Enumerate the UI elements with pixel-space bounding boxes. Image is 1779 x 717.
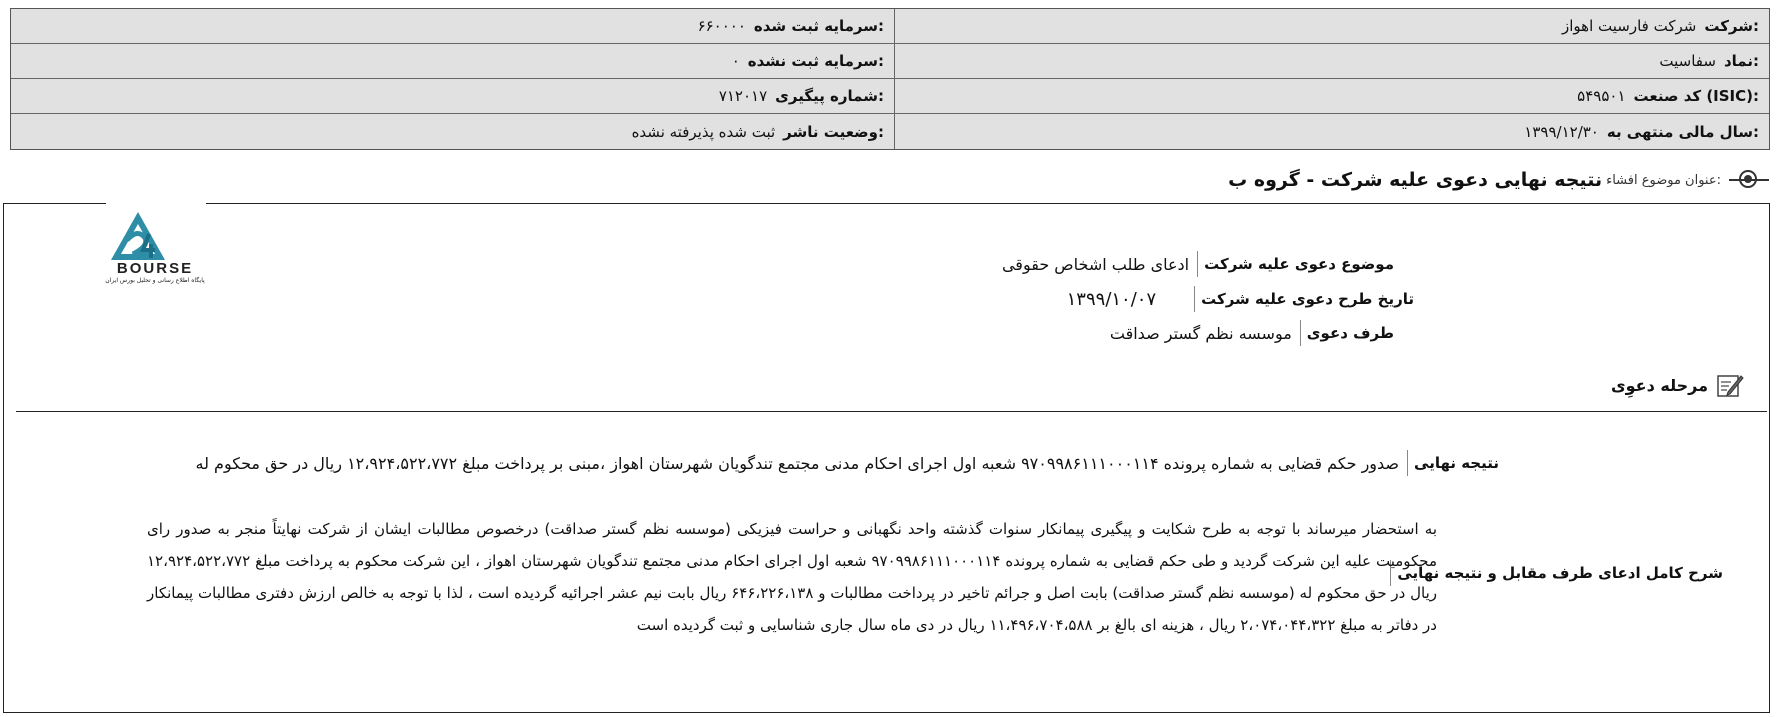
unregistered-capital-value: ۰: [731, 52, 740, 70]
claim-date-label: تاریخ طرح دعوی علیه شرکت: [1194, 286, 1414, 312]
info-row-3: [11, 79, 1769, 114]
frame-gap: [106, 200, 206, 206]
stage-title: مرحله دعوِی: [1610, 375, 1708, 395]
description-label: شرح کامل ادعای طرف مقابل و نتیجه نهایی: [1390, 560, 1723, 586]
company-info-table: [10, 8, 1770, 150]
symbol-cell: [894, 44, 1769, 78]
registered-capital-label: سرمایه ثبت شده:: [753, 17, 884, 35]
publisher-status-cell: [11, 114, 894, 149]
fiscal-year-label: سال مالی منتهی به:: [1606, 122, 1759, 141]
tracking-label: شماره پیگیری:: [775, 87, 884, 105]
claim-subject-value: ادعای طلب اشخاص حقوقی: [1001, 254, 1190, 274]
final-result-label: نتیجه نهایی: [1407, 450, 1499, 476]
info-row-1: [11, 9, 1769, 44]
stage-header: [1611, 370, 1744, 400]
logo-text: BOURSE: [116, 260, 194, 277]
fiscal-year-value: ۱۳۹۹/۱۲/۳۰: [1524, 122, 1599, 141]
final-result-row: [196, 449, 1499, 477]
isic-value: ۵۴۹۵۰۱: [1577, 87, 1626, 105]
logo-subtitle: پایگاه اطلاع رسانی و تحلیل بورس ایران: [105, 277, 205, 284]
claim-party-value: موسسه نظم گستر صداقت: [1109, 323, 1292, 343]
claim-party-row: [1110, 320, 1394, 346]
claim-party-label: طرف دعوی: [1300, 320, 1394, 346]
edit-note-icon: [1716, 372, 1744, 398]
disclosure-subject: [1228, 163, 1769, 197]
description-text: به استحضار میرساند با توجه به طرح شکایت و پیگیری پیمانکار سنوات گذشته واحد نگهبانی و حراست فیزیکی (موسسه نظم گستر صداقت) درخصوص مطالبات ایشان از شرکت نهایتاً منجر به صدور رای محکومیت علیه این شرکت گردید و طی حکم قضایی به شماره پرونده ۹۷۰۹۹۸۶۱۱۱۰۰۰۱۱۴ شعبه اول اجرای احکام مدنی مجتمع تندگویان شهرستان اهواز ، این شرکت محکوم به پرداخت مبلغ ۱۲،۹۲۴،۵۲۲،۷۷۲ ریال در حق محکوم له (موسسه نظم گستر صداقت) بابت اصل و جرائم تاخیر در پرداخت مطالبات و ۶۴۶،۲۲۶،۱۳۸ ریال بابت نیم عشر اجرائیه گردیده است ، لذا با توجه به خالص ارزش دفتری مطالبات پیمانکار در دفاتر به مبلغ ۲،۰۷۴،۰۴۴،۳۲۲ ریال ، هزینه ای بالغ بر ۱۱،۴۹۶،۷۰۴،۵۸۸ ریال در دی ماه سال جاری شناسایی و ثبت گردیده است: [147, 520, 1437, 634]
isic-label: کد صنعت (ISIC):: [1633, 87, 1759, 105]
publisher-status-label: وضعیت ناشر:: [783, 122, 884, 141]
symbol-label: نماد:: [1723, 52, 1759, 70]
subject-label: عنوان موضوع افشاء:: [1606, 172, 1721, 188]
unregistered-capital-label: سرمایه ثبت نشده:: [747, 52, 884, 70]
tracking-cell: [11, 79, 894, 113]
symbol-value: سفاسیت: [1659, 52, 1716, 70]
fiscal-year-cell: [894, 114, 1769, 149]
target-bullet-icon: [1729, 164, 1769, 196]
bourse-logo: [105, 210, 215, 290]
stage-divider: [16, 411, 1767, 412]
claim-date-value: ۱۳۹۹/۱۰/۰۷: [1066, 288, 1157, 310]
subject-title: نتیجه نهایی دعوی علیه شرکت - گروه ب: [1228, 169, 1603, 191]
info-row-2: [11, 44, 1769, 79]
final-result-value: صدور حکم قضایی به شماره پرونده ۹۷۰۹۹۸۶۱۱۱۰۰۰۱۱۴ شعبه اول اجرای احکام مدنی مجتمع تندگویان شهرستان اهواز ،مبنی بر پرداخت مبلغ ۱۲،۹۲۴،۵۲۲،۷۷۲ ریال در حق محکوم له: [195, 453, 1400, 473]
registered-capital-cell: [11, 9, 894, 43]
claim-subject-label: موضوع دعوی علیه شرکت: [1197, 251, 1394, 277]
publisher-status-value: ثبت شده پذیرفته نشده: [631, 122, 776, 141]
isic-cell: [894, 79, 1769, 113]
company-value: شرکت فارسیت اهواز: [1562, 17, 1697, 35]
company-cell: [894, 9, 1769, 43]
tracking-value: ۷۱۲۰۱۷: [718, 87, 768, 105]
claim-subject-row: [1002, 251, 1394, 277]
unregistered-capital-cell: [11, 44, 894, 78]
claim-date-row: [1047, 286, 1414, 312]
company-label: شرکت:: [1704, 17, 1759, 35]
registered-capital-value: ۶۶۰۰۰۰: [697, 17, 746, 35]
info-row-4: [11, 114, 1769, 149]
